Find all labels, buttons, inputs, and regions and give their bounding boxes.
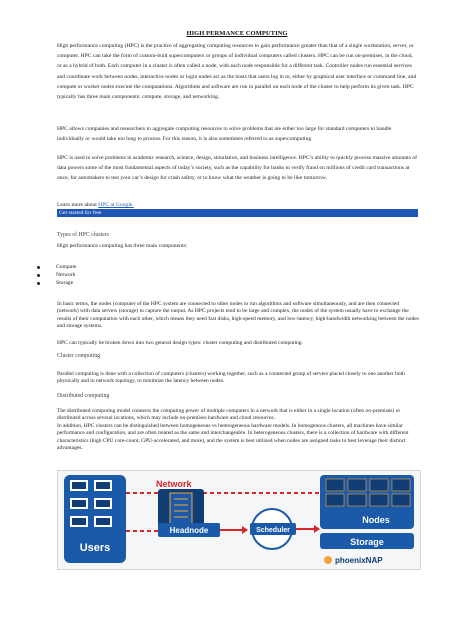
phoenixnap-logo: phoenixNAP: [335, 556, 383, 565]
paragraph-aggregate: HPC allows companies and researchers to aggregate computing resources to solve problems that are either too large for standard computers to handle individually or would take too long to process. For this reason, it is also sometimes referred to as supercomputing.: [57, 126, 392, 143]
cluster-computing-heading: Cluster computing: [57, 353, 100, 359]
paragraph-design-types: HPC can typically be broken down into two general design types: cluster computing and distributed computing.: [57, 340, 303, 346]
hpc-diagram-svg: [58, 471, 420, 569]
distributed-computing-heading: Distributed computing: [57, 393, 110, 399]
paragraph-basic-terms: In basic terms, the nodes (compute) of the HPC system are connected to other nodes to run algorithms and software simultaneously, and are then connected (network) with data servers (storage) to capture the output. As HPC projects tend to be large and complex, the nodes of the system usually have to exchange the results of their computation with each other, which means they need fast disks, high-speed memory, and low-latency, high-bandwidth networking between the nodes and storage systems.: [57, 301, 419, 330]
list-item-storage: Storage: [30, 279, 77, 287]
paragraph-uses: HPC is used to solve problems in academic research, science, design, simulation, and business intelligence. HPC’s ability to quickly process massive amounts of data powers some of the most fundamental aspects of today’s society, such as the capability for banks to verify fraud on millions of credit card transactions at once, for automakers to test your car’s design for crash safety, or to know what the weather is going to be like tomorrow.: [57, 155, 417, 182]
paragraph-homogeneous: In addition, HPC clusters can be distinguished between homogeneous vs heterogeneous hardware models. In homogenous clusters, all machines have similar performance and configuration, and are often treated as the same and interchangeable. In heterogeneous clusters, there is a collection of hardware with different characteristics (high CPU core-count, GPU-accelerated, and more), and the system is best utilized when nodes are assigned tasks to best leverage their distinct advantages.: [57, 423, 409, 452]
get-started-banner[interactable]: [57, 209, 418, 217]
phoenixnap-logo-icon: [324, 556, 332, 564]
components-list: [30, 263, 77, 287]
document-title: HIGH PERMANCE COMPUTING: [186, 30, 288, 37]
storage-label: Storage: [350, 537, 384, 547]
paragraph-cluster: Parallel computing is done with a collection of computers (clusters) working together, such as a connected group of servers placed closely to one another both physically and in network topology, to minimize the latency between nodes.: [57, 371, 405, 385]
learn-more-text: Learn more about: [57, 202, 99, 208]
components-intro: High performance computing has three main components:: [57, 243, 188, 249]
scheduler-label: Scheduler: [256, 527, 290, 534]
list-item-compute: Compute: [30, 263, 77, 271]
users-label: Users: [79, 542, 111, 554]
get-started-label: Get started for free: [59, 210, 102, 216]
headnode-label: Headnode: [169, 526, 209, 535]
paragraph-intro: High performance computing (HPC) is the practice of aggregating computing resources to gain performance greater than that of a single workstation, server, or computer. HPC can take the form of custom-built supercomputers or groups of individual computers called clusters. HPC can be run on-premises, in the cloud, or as a hybrid of both. Each computer in a cluster is often called a node, with each node responsible for a different task. Controller nodes run essential services and coordinate work between nodes, interactive nodes or login nodes act as the hosts that users log in to, either by graphical user interface or command line, and compute or worker nodes execute the computations. Algorithms and software are run in parallel on each node of the cluster to help perform its given task. HPC typically has three main components: compute, storage, and networking.: [57, 43, 417, 101]
nodes-label: Nodes: [362, 515, 390, 525]
types-heading: Types of HPC clusters: [57, 232, 109, 238]
hpc-google-link[interactable]: HPC at Google.: [98, 202, 134, 208]
list-item-network: Network: [30, 271, 77, 279]
network-label: Network: [156, 479, 192, 489]
paragraph-distributed: The distributed computing model connects the computing power of multiple computers in a network that is either in a single location (often on-premises) or distributed across several locations, which may include on-premises hardware and cloud resources.: [57, 408, 401, 422]
hpc-architecture-diagram: [57, 470, 421, 570]
